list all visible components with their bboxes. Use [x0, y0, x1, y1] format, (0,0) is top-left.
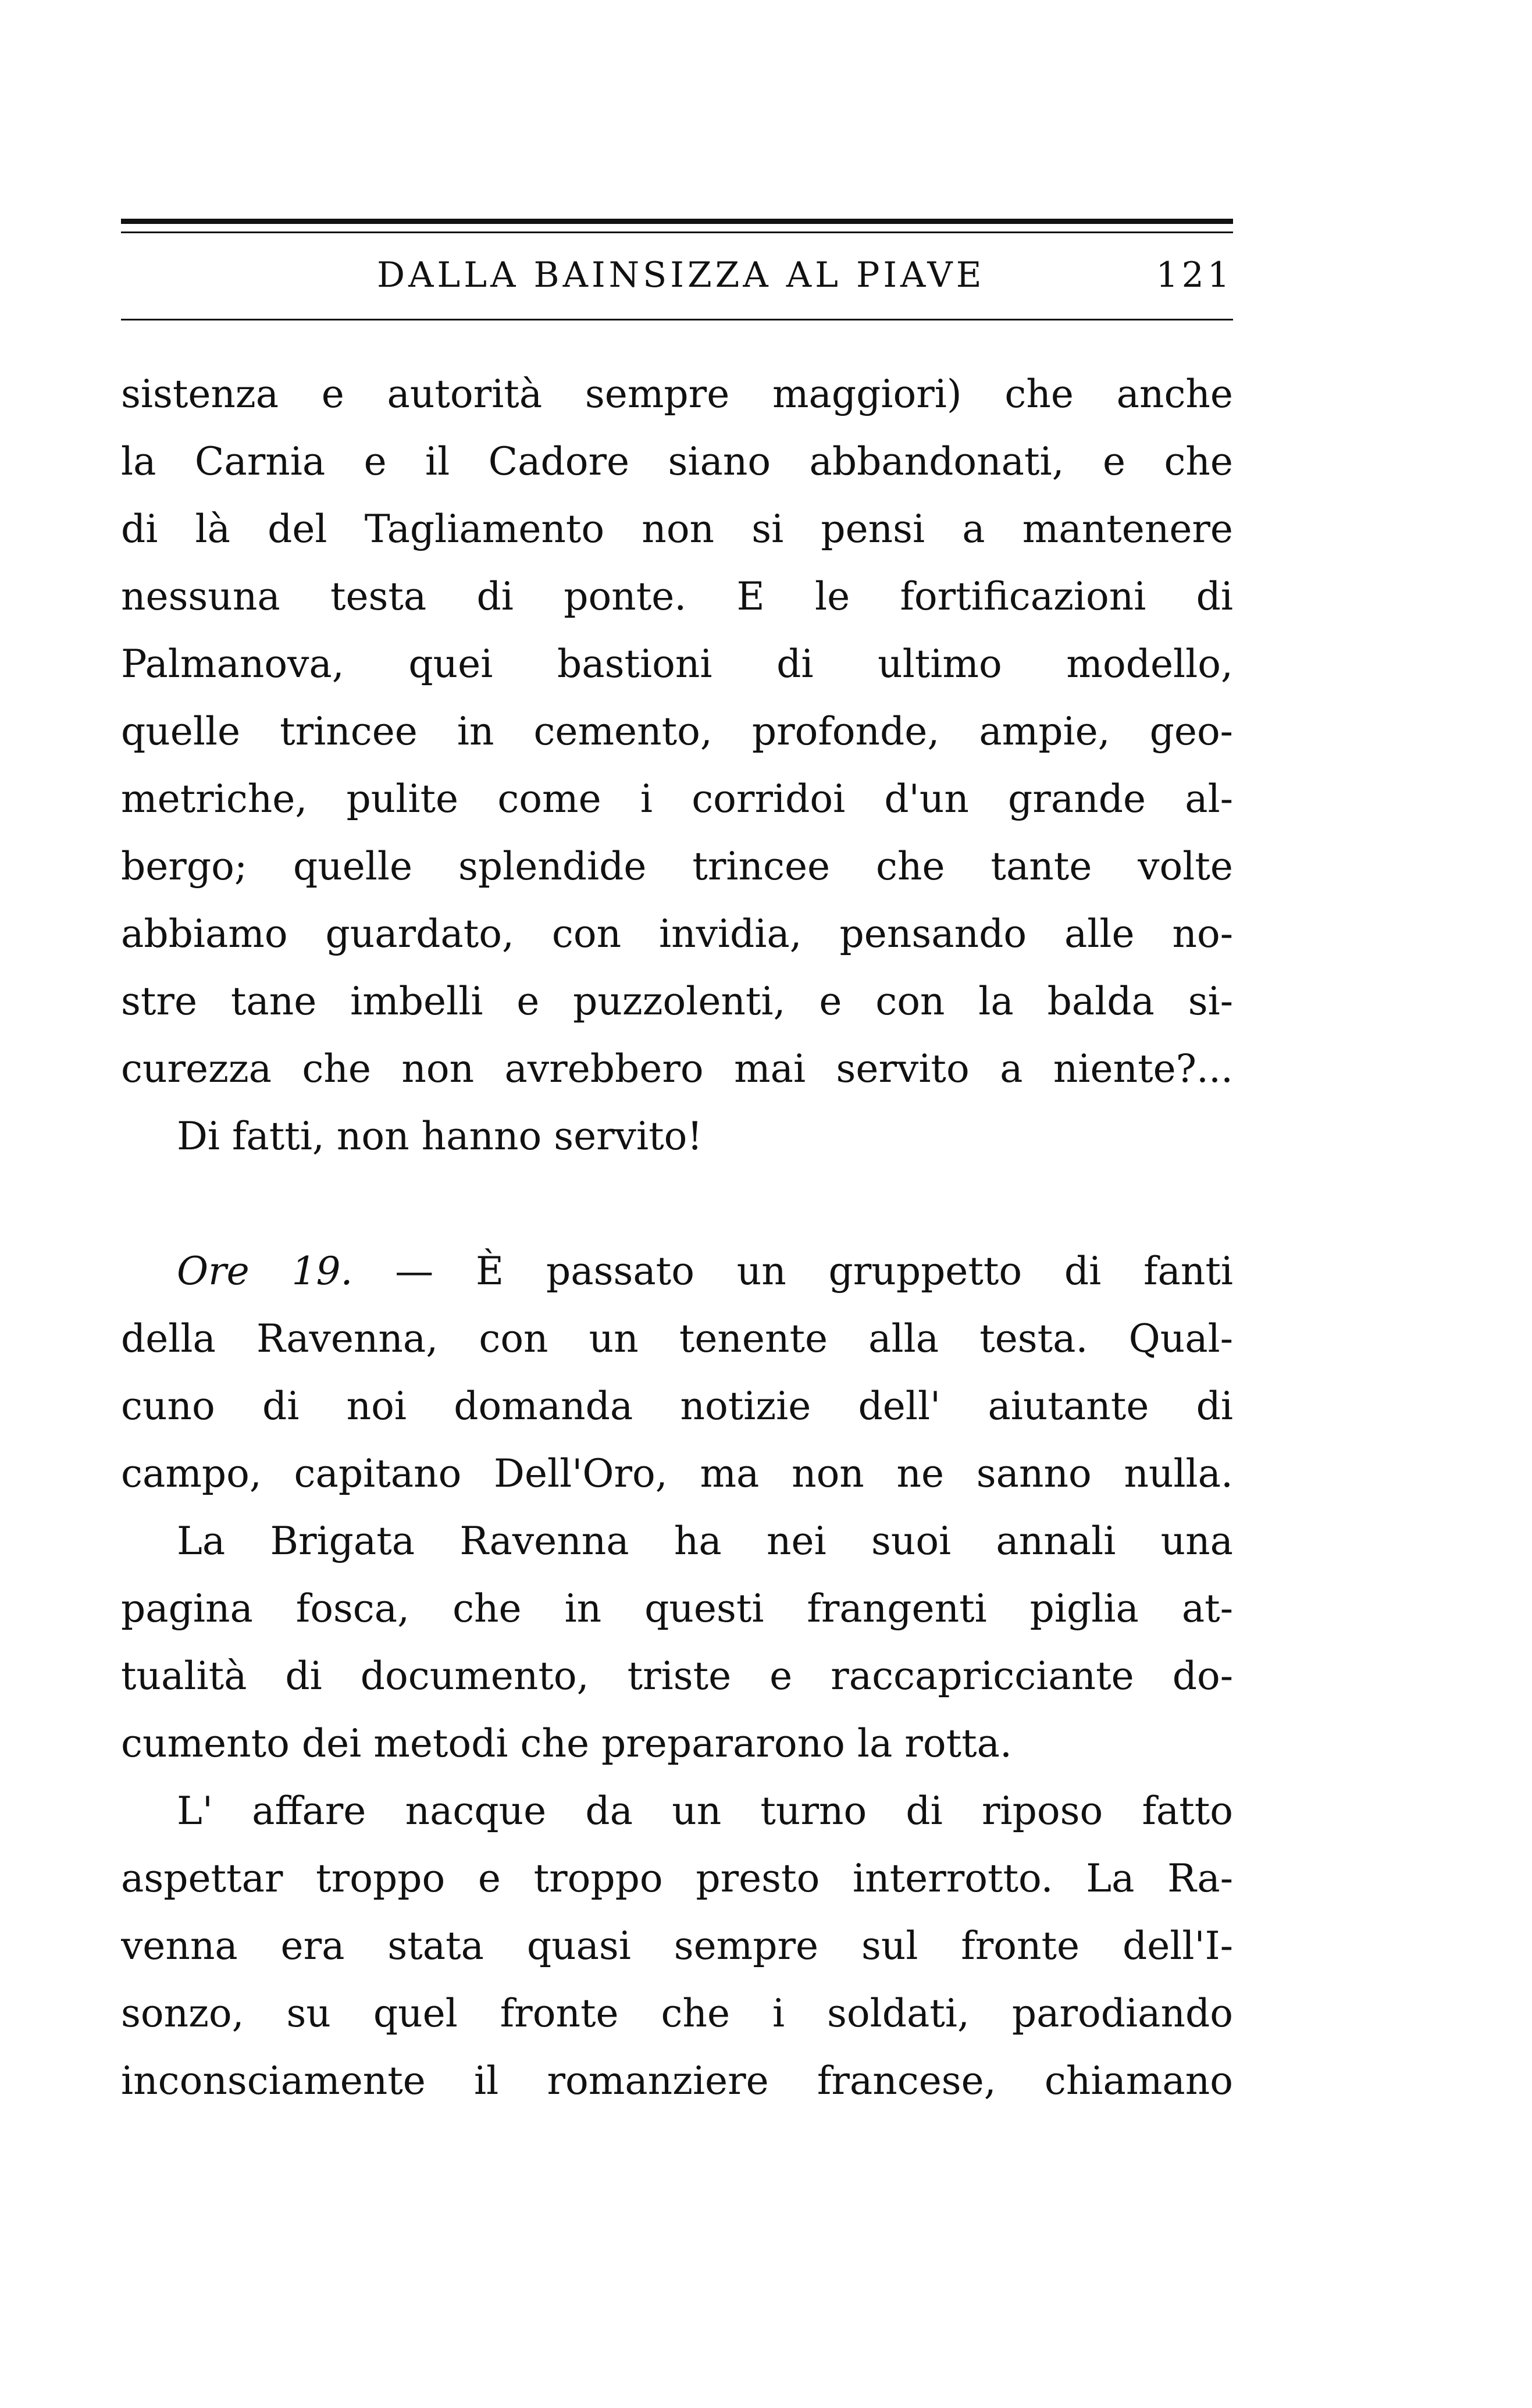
body-text	[121, 361, 1233, 2115]
text-line: curezza che non avrebbero mai servito a niente?...	[121, 1046, 1233, 1091]
text-line: venna era stata quasi sempre sul fronte dell'I-	[121, 1923, 1233, 1968]
text-line: di là del Tagliamento non si pensi a mantenere	[121, 507, 1233, 551]
text-line: L' affare nacque da un turno di riposo fatto	[177, 1789, 1233, 1833]
text-line: Palmanova, quei bastioni di ultimo modello,	[121, 642, 1233, 686]
text-line: aspettar troppo e troppo presto interrotto. La Ra-	[121, 1856, 1233, 1901]
text-line: cuno di noi domanda notizie dell' aiutante di	[121, 1384, 1233, 1429]
text-line: bergo; quelle splendide trincee che tante volte	[121, 844, 1233, 889]
text-line: metriche, pulite come i corridoi d'un grande al-	[121, 776, 1233, 821]
time-marker: Ore 19.	[177, 1249, 353, 1294]
text-line: cumento dei metodi che prepararono la rotta.	[121, 1721, 1012, 1766]
text-line-time-entry	[121, 1238, 1233, 1305]
text-line: quelle trincee in cemento, profonde, ampie, geo-	[121, 709, 1233, 754]
text-line: Di fatti, non hanno servito!	[177, 1114, 703, 1159]
header-rule	[121, 319, 1233, 320]
text-line: sistenza e autorità sempre maggiori) che anche	[121, 372, 1233, 416]
section-gap	[121, 1170, 1233, 1238]
text-line: nessuna testa di ponte. E le fortificazioni di	[121, 574, 1233, 619]
text-line: della Ravenna, con un tenente alla testa. Qual-	[121, 1316, 1233, 1361]
text-line: sonzo, su quel fronte che i soldati, parodiando	[121, 1991, 1233, 2036]
top-rule-thin	[121, 231, 1233, 233]
text-line: inconsciamente il romanziere francese, chiamano	[121, 2058, 1233, 2103]
text-line: tualità di documento, triste e raccapricciante do-	[121, 1654, 1233, 1698]
text-line: la Carnia e il Cadore siano abbandonati, e che	[121, 439, 1233, 484]
page-number: 121	[1156, 255, 1233, 295]
running-header	[121, 249, 1233, 301]
running-title: DALLA BAINSIZZA AL PIAVE	[377, 255, 985, 295]
text-line-remainder: — È passato un gruppetto di fanti	[395, 1249, 1233, 1294]
text-line: La Brigata Ravenna ha nei suoi annali una	[177, 1519, 1233, 1563]
text-line: abbiamo guardato, con invidia, pensando alle no-	[121, 911, 1233, 956]
top-rule-thick	[121, 219, 1233, 224]
text-line: pagina fosca, che in questi frangenti piglia at-	[121, 1586, 1233, 1631]
text-line: campo, capitano Dell'Oro, ma non ne sanno nulla.	[121, 1451, 1233, 1496]
text-line: stre tane imbelli e puzzolenti, e con la balda si-	[121, 979, 1233, 1024]
